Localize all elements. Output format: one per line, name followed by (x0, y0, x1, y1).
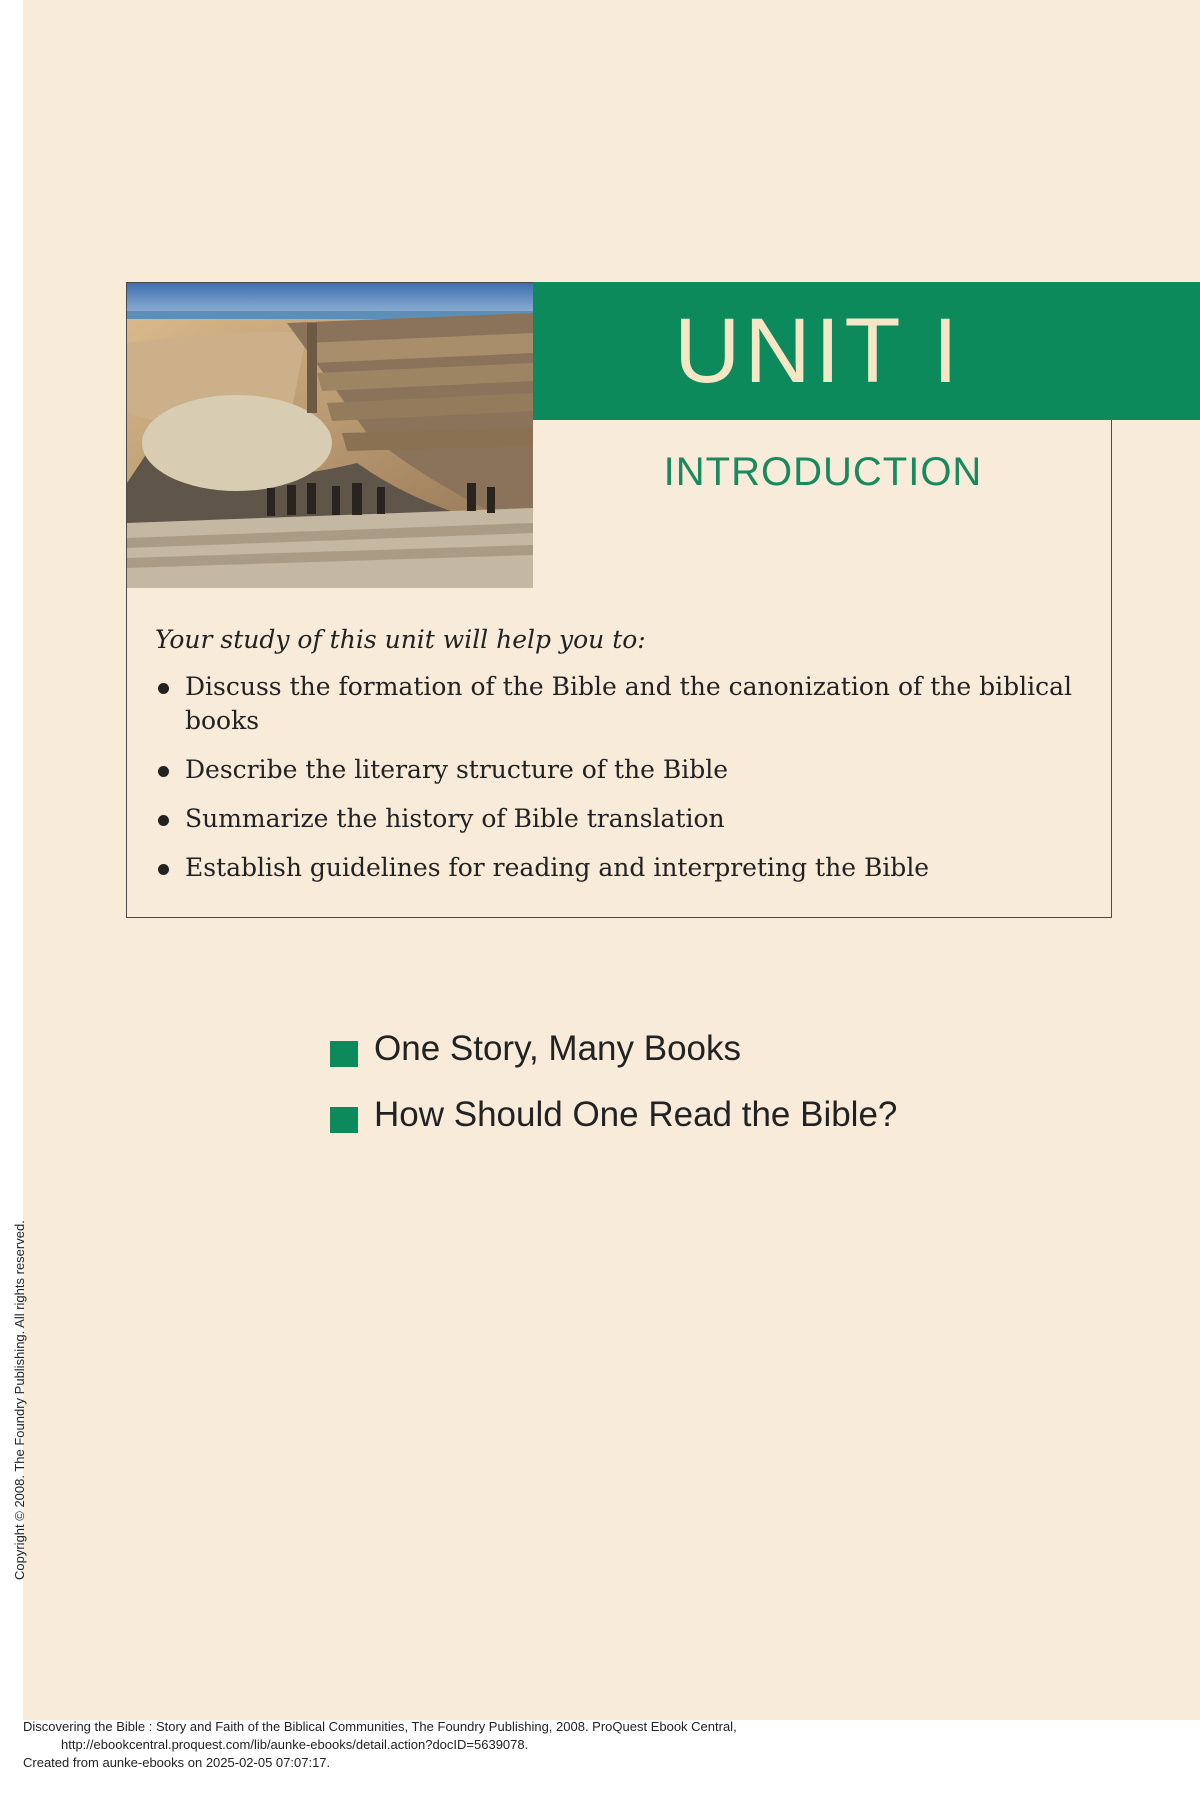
unit-title: UNIT I (673, 300, 963, 402)
bullet-icon (158, 815, 169, 826)
bullet-icon (158, 864, 169, 875)
footer-citation (23, 1718, 737, 1772)
topic-label: How Should One Read the Bible? (374, 1095, 898, 1134)
objective-item (155, 753, 1085, 787)
objective-item (155, 802, 1085, 836)
objectives-intro: Your study of this unit will help you to: (155, 625, 646, 654)
topic-item (330, 1026, 897, 1072)
objective-text: Describe the literary structure of the Bible (185, 755, 729, 784)
copyright-notice: Copyright © 2008. The Foundry Publishing. All rights reserved. (12, 1220, 27, 1580)
bullet-icon (158, 766, 169, 777)
square-bullet-icon (330, 1041, 358, 1067)
footer-link[interactable]: http://ebookcentral.proquest.com/lib/aunke-ebooks/detail.action?docID=5639078. (61, 1737, 529, 1752)
unit-subtitle: INTRODUCTION (663, 450, 983, 494)
objective-item (155, 851, 1085, 885)
amphitheater-photo (127, 283, 533, 588)
topic-item (330, 1092, 897, 1138)
footer-line-3: Created from aunke-ebooks on 2025-02-05 07:07:17. (23, 1755, 331, 1770)
objectives-list (155, 670, 1085, 900)
square-bullet-icon (330, 1107, 358, 1133)
footer-line-1: Discovering the Bible : Story and Faith of the Biblical Communities, The Foundry Publishing, 2008. ProQuest Ebook Central, (23, 1719, 737, 1734)
bullet-icon (158, 683, 169, 694)
objective-item (155, 670, 1085, 738)
objective-text: Discuss the formation of the Bible and the canonization of the biblical books (185, 672, 1072, 735)
topics-list (330, 1026, 897, 1158)
objective-text: Summarize the history of Bible translation (185, 804, 725, 833)
objective-text: Establish guidelines for reading and interpreting the Bible (185, 853, 930, 882)
topic-label: One Story, Many Books (374, 1029, 742, 1068)
